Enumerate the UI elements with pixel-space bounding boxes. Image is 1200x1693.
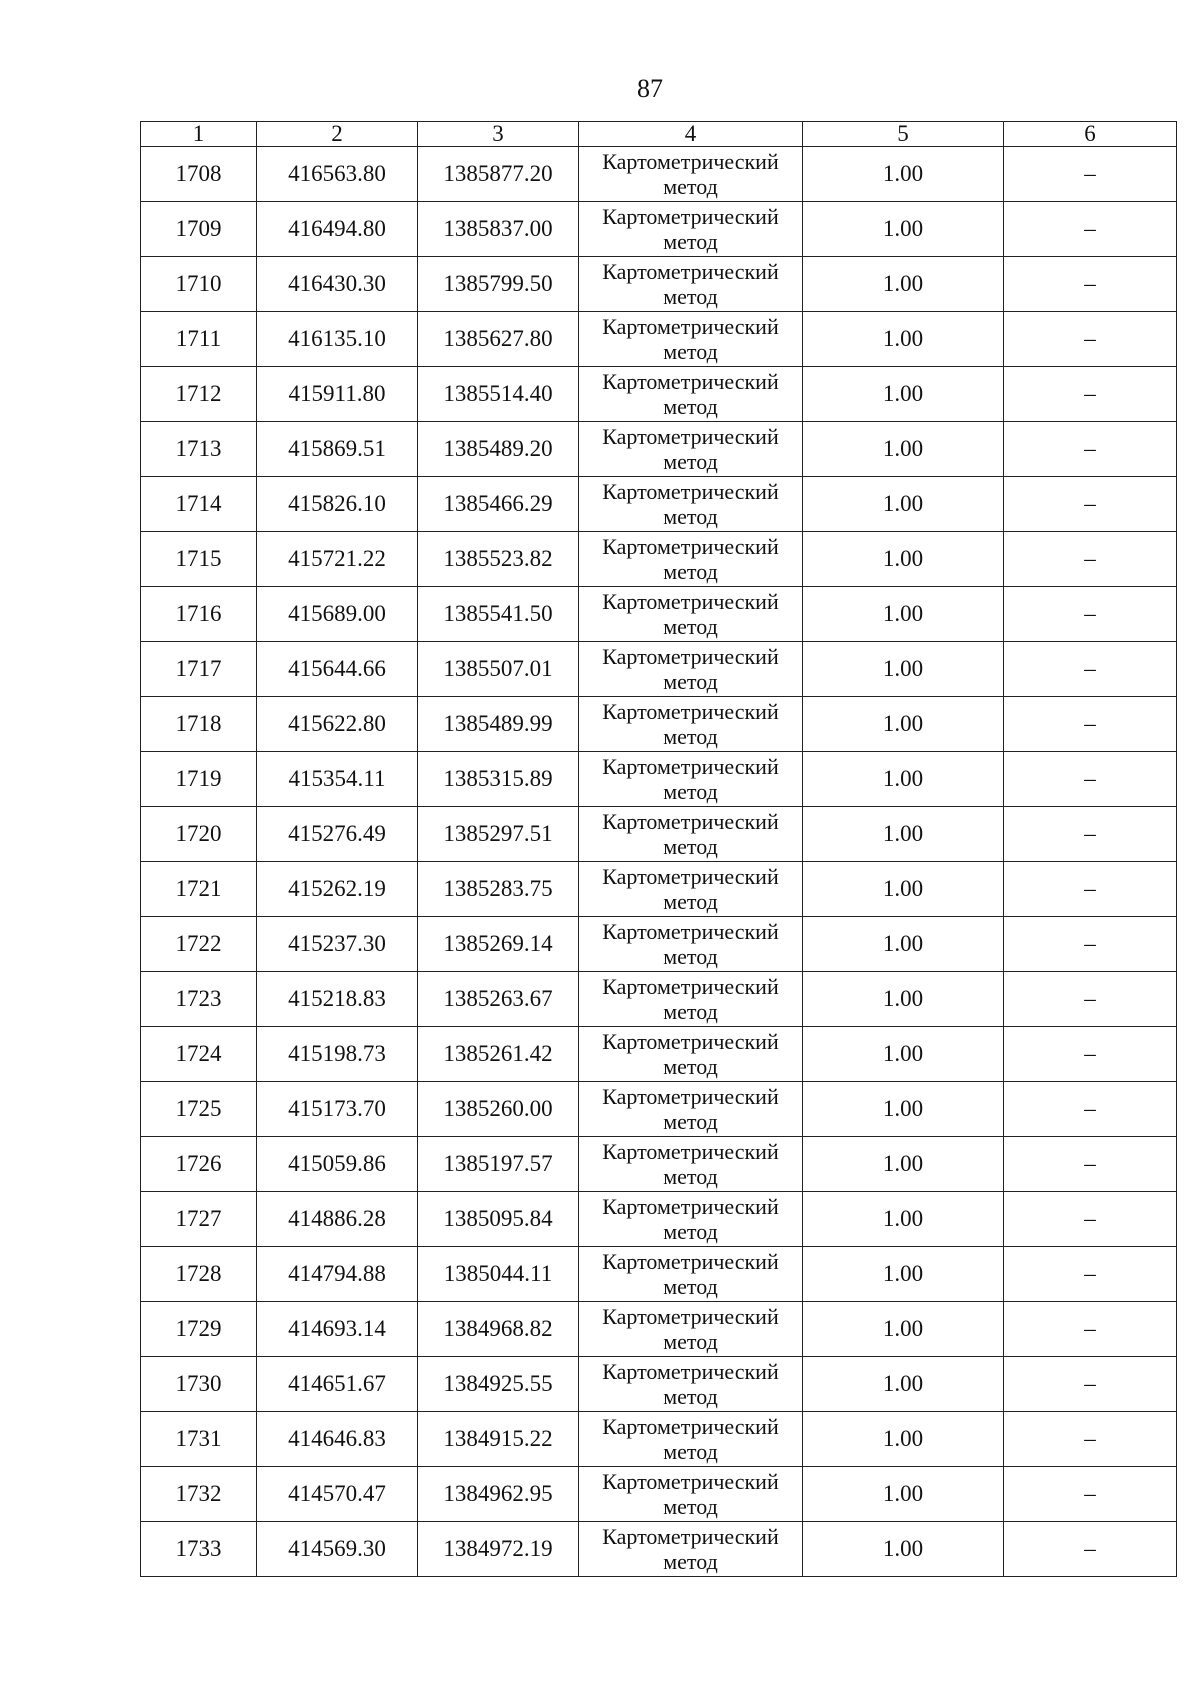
method-text-line-1: Картометрический [602,1029,779,1054]
method-text-line-1: Картометрический [602,1249,779,1274]
accuracy-cell: 1.00 [803,1522,1004,1577]
method-text-line-2: метод [663,1219,718,1244]
method-text-line-2: метод [663,724,718,749]
column-header-4: 4 [579,122,803,147]
method-cell [579,972,803,1027]
point-number-cell: 1732 [141,1467,257,1522]
point-number-cell: 1731 [141,1412,257,1467]
method-cell [579,1522,803,1577]
y-coordinate-cell: 1385269.14 [418,917,579,972]
point-number-cell: 1728 [141,1247,257,1302]
method-cell [579,367,803,422]
x-coordinate-cell: 416430.30 [257,257,418,312]
point-number-cell: 1709 [141,202,257,257]
note-cell: – [1004,807,1177,862]
note-cell: – [1004,1522,1177,1577]
accuracy-cell: 1.00 [803,257,1004,312]
y-coordinate-cell: 1384915.22 [418,1412,579,1467]
x-coordinate-cell: 415198.73 [257,1027,418,1082]
note-cell: – [1004,1137,1177,1192]
method-cell [579,422,803,477]
x-coordinate-cell: 416135.10 [257,312,418,367]
note-cell: – [1004,697,1177,752]
table-row [141,312,1177,367]
method-text-line-1: Картометрический [602,1359,779,1384]
note-cell: – [1004,312,1177,367]
y-coordinate-cell: 1385489.20 [418,422,579,477]
y-coordinate-cell: 1385297.51 [418,807,579,862]
method-text-line-2: метод [663,229,718,254]
method-cell [579,202,803,257]
method-text-line-2: метод [663,1274,718,1299]
method-cell [579,477,803,532]
x-coordinate-cell: 415721.22 [257,532,418,587]
note-cell: – [1004,587,1177,642]
x-coordinate-cell: 414886.28 [257,1192,418,1247]
method-cell [579,312,803,367]
x-coordinate-cell: 414646.83 [257,1412,418,1467]
point-number-cell: 1724 [141,1027,257,1082]
point-number-cell: 1708 [141,147,257,202]
note-cell: – [1004,1357,1177,1412]
table-row [141,147,1177,202]
x-coordinate-cell: 415869.51 [257,422,418,477]
table-row [141,1027,1177,1082]
method-text-line-1: Картометрический [602,974,779,999]
accuracy-cell: 1.00 [803,587,1004,642]
method-text-line-1: Картометрический [602,369,779,394]
note-cell: – [1004,1302,1177,1357]
table-row [141,752,1177,807]
method-text-line-2: метод [663,1109,718,1134]
method-text-line-2: метод [663,669,718,694]
accuracy-cell: 1.00 [803,752,1004,807]
method-cell [579,1412,803,1467]
column-header-6: 6 [1004,122,1177,147]
x-coordinate-cell: 414570.47 [257,1467,418,1522]
y-coordinate-cell: 1384968.82 [418,1302,579,1357]
table-row [141,807,1177,862]
x-coordinate-cell: 414569.30 [257,1522,418,1577]
method-text-line-2: метод [663,449,718,474]
x-coordinate-cell: 415059.86 [257,1137,418,1192]
point-number-cell: 1722 [141,917,257,972]
method-text-line-1: Картометрический [602,699,779,724]
point-number-cell: 1710 [141,257,257,312]
y-coordinate-cell: 1385541.50 [418,587,579,642]
y-coordinate-cell: 1385627.80 [418,312,579,367]
method-text-line-1: Картометрический [602,1524,779,1549]
method-cell [579,1467,803,1522]
point-number-cell: 1713 [141,422,257,477]
x-coordinate-cell: 414693.14 [257,1302,418,1357]
point-number-cell: 1725 [141,1082,257,1137]
note-cell: – [1004,257,1177,312]
y-coordinate-cell: 1385489.99 [418,697,579,752]
method-text-line-2: метод [663,174,718,199]
table-row [141,1137,1177,1192]
method-text-line-1: Картометрический [602,534,779,559]
method-text-line-1: Картометрический [602,1304,779,1329]
y-coordinate-cell: 1385315.89 [418,752,579,807]
method-text-line-1: Картометрический [602,314,779,339]
point-number-cell: 1715 [141,532,257,587]
note-cell: – [1004,1467,1177,1522]
method-text-line-2: метод [663,1054,718,1079]
y-coordinate-cell: 1385197.57 [418,1137,579,1192]
note-cell: – [1004,422,1177,477]
y-coordinate-cell: 1384972.19 [418,1522,579,1577]
method-text-line-2: метод [663,1549,718,1574]
note-cell: – [1004,917,1177,972]
table-row [141,257,1177,312]
method-cell [579,532,803,587]
accuracy-cell: 1.00 [803,202,1004,257]
table-row [141,697,1177,752]
point-number-cell: 1718 [141,697,257,752]
x-coordinate-cell: 415354.11 [257,752,418,807]
column-header-5: 5 [803,122,1004,147]
note-cell: – [1004,147,1177,202]
point-number-cell: 1719 [141,752,257,807]
point-number-cell: 1717 [141,642,257,697]
point-number-cell: 1723 [141,972,257,1027]
method-text-line-1: Картометрический [602,809,779,834]
table-row [141,1302,1177,1357]
method-cell [579,807,803,862]
method-text-line-1: Картометрический [602,424,779,449]
y-coordinate-cell: 1385514.40 [418,367,579,422]
method-cell [579,862,803,917]
method-text-line-1: Картометрический [602,919,779,944]
table-row [141,1357,1177,1412]
method-cell [579,1247,803,1302]
method-cell [579,917,803,972]
accuracy-cell: 1.00 [803,642,1004,697]
y-coordinate-cell: 1385466.29 [418,477,579,532]
note-cell: – [1004,862,1177,917]
method-text-line-1: Картометрический [602,1139,779,1164]
note-cell: – [1004,532,1177,587]
table-row [141,367,1177,422]
method-text-line-2: метод [663,339,718,364]
accuracy-cell: 1.00 [803,1412,1004,1467]
method-text-line-1: Картометрический [602,644,779,669]
method-text-line-2: метод [663,1164,718,1189]
method-text-line-1: Картометрический [602,479,779,504]
x-coordinate-cell: 414794.88 [257,1247,418,1302]
table-row [141,1467,1177,1522]
note-cell: – [1004,202,1177,257]
table-row [141,1522,1177,1577]
accuracy-cell: 1.00 [803,147,1004,202]
x-coordinate-cell: 416563.80 [257,147,418,202]
x-coordinate-cell: 415218.83 [257,972,418,1027]
method-text-line-2: метод [663,1384,718,1409]
method-cell [579,642,803,697]
x-coordinate-cell: 415276.49 [257,807,418,862]
table-row [141,532,1177,587]
method-cell [579,1137,803,1192]
method-text-line-2: метод [663,394,718,419]
point-number-cell: 1733 [141,1522,257,1577]
method-text-line-1: Картометрический [602,754,779,779]
point-number-cell: 1714 [141,477,257,532]
point-number-cell: 1729 [141,1302,257,1357]
x-coordinate-cell: 415262.19 [257,862,418,917]
table-row [141,587,1177,642]
note-cell: – [1004,642,1177,697]
point-number-cell: 1720 [141,807,257,862]
y-coordinate-cell: 1385095.84 [418,1192,579,1247]
accuracy-cell: 1.00 [803,422,1004,477]
point-number-cell: 1726 [141,1137,257,1192]
page-number: 87 [637,74,663,103]
point-number-cell: 1727 [141,1192,257,1247]
table-row [141,1412,1177,1467]
note-cell: – [1004,477,1177,532]
method-text-line-2: метод [663,1494,718,1519]
x-coordinate-cell: 415911.80 [257,367,418,422]
accuracy-cell: 1.00 [803,917,1004,972]
note-cell: – [1004,1247,1177,1302]
note-cell: – [1004,752,1177,807]
method-cell [579,752,803,807]
column-header-3: 3 [418,122,579,147]
y-coordinate-cell: 1385837.00 [418,202,579,257]
method-cell [579,1357,803,1412]
accuracy-cell: 1.00 [803,1082,1004,1137]
method-text-line-2: метод [663,284,718,309]
accuracy-cell: 1.00 [803,532,1004,587]
y-coordinate-cell: 1385283.75 [418,862,579,917]
accuracy-cell: 1.00 [803,697,1004,752]
header-row [141,122,1177,147]
accuracy-cell: 1.00 [803,1302,1004,1357]
x-coordinate-cell: 415644.66 [257,642,418,697]
table-row [141,1192,1177,1247]
method-text-line-2: метод [663,504,718,529]
method-cell [579,147,803,202]
point-number-cell: 1730 [141,1357,257,1412]
accuracy-cell: 1.00 [803,1027,1004,1082]
method-text-line-1: Картометрический [602,204,779,229]
note-cell: – [1004,1027,1177,1082]
table-row [141,422,1177,477]
note-cell: – [1004,1192,1177,1247]
table-row [141,202,1177,257]
method-text-line-2: метод [663,889,718,914]
note-cell: – [1004,367,1177,422]
note-cell: – [1004,1412,1177,1467]
table-row [141,917,1177,972]
x-coordinate-cell: 416494.80 [257,202,418,257]
point-number-cell: 1716 [141,587,257,642]
method-text-line-1: Картометрический [602,149,779,174]
y-coordinate-cell: 1385260.00 [418,1082,579,1137]
y-coordinate-cell: 1384962.95 [418,1467,579,1522]
method-text-line-2: метод [663,1439,718,1464]
method-cell [579,257,803,312]
y-coordinate-cell: 1385877.20 [418,147,579,202]
note-cell: – [1004,1082,1177,1137]
method-cell [579,587,803,642]
method-text-line-1: Картометрический [602,589,779,614]
method-text-line-1: Картометрический [602,259,779,284]
x-coordinate-cell: 415237.30 [257,917,418,972]
method-cell [579,1082,803,1137]
table-body [141,147,1177,1577]
accuracy-cell: 1.00 [803,807,1004,862]
method-text-line-1: Картометрический [602,1084,779,1109]
x-coordinate-cell: 415826.10 [257,477,418,532]
x-coordinate-cell: 415173.70 [257,1082,418,1137]
x-coordinate-cell: 415689.00 [257,587,418,642]
accuracy-cell: 1.00 [803,477,1004,532]
method-text-line-1: Картометрический [602,1414,779,1439]
method-text-line-2: метод [663,834,718,859]
table-row [141,1082,1177,1137]
accuracy-cell: 1.00 [803,972,1004,1027]
accuracy-cell: 1.00 [803,312,1004,367]
accuracy-cell: 1.00 [803,367,1004,422]
table-row [141,972,1177,1027]
point-number-cell: 1711 [141,312,257,367]
y-coordinate-cell: 1385523.82 [418,532,579,587]
table-row [141,1247,1177,1302]
method-text-line-1: Картометрический [602,1194,779,1219]
coordinates-table [140,121,1177,1577]
method-text-line-2: метод [663,944,718,969]
accuracy-cell: 1.00 [803,1192,1004,1247]
x-coordinate-cell: 414651.67 [257,1357,418,1412]
accuracy-cell: 1.00 [803,862,1004,917]
note-cell: – [1004,972,1177,1027]
point-number-cell: 1712 [141,367,257,422]
method-text-line-2: метод [663,779,718,804]
method-text-line-2: метод [663,1329,718,1354]
accuracy-cell: 1.00 [803,1467,1004,1522]
table-row [141,477,1177,532]
y-coordinate-cell: 1385263.67 [418,972,579,1027]
table-row [141,862,1177,917]
table-header [141,122,1177,147]
column-header-2: 2 [257,122,418,147]
y-coordinate-cell: 1384925.55 [418,1357,579,1412]
method-cell [579,1027,803,1082]
method-text-line-1: Картометрический [602,1469,779,1494]
point-number-cell: 1721 [141,862,257,917]
method-cell [579,1192,803,1247]
accuracy-cell: 1.00 [803,1357,1004,1412]
accuracy-cell: 1.00 [803,1247,1004,1302]
method-text-line-2: метод [663,614,718,639]
y-coordinate-cell: 1385044.11 [418,1247,579,1302]
method-text-line-2: метод [663,999,718,1024]
method-cell [579,697,803,752]
method-cell [579,1302,803,1357]
column-header-1: 1 [141,122,257,147]
y-coordinate-cell: 1385507.01 [418,642,579,697]
table-row [141,642,1177,697]
method-text-line-2: метод [663,559,718,584]
x-coordinate-cell: 415622.80 [257,697,418,752]
accuracy-cell: 1.00 [803,1137,1004,1192]
method-text-line-1: Картометрический [602,864,779,889]
y-coordinate-cell: 1385261.42 [418,1027,579,1082]
y-coordinate-cell: 1385799.50 [418,257,579,312]
